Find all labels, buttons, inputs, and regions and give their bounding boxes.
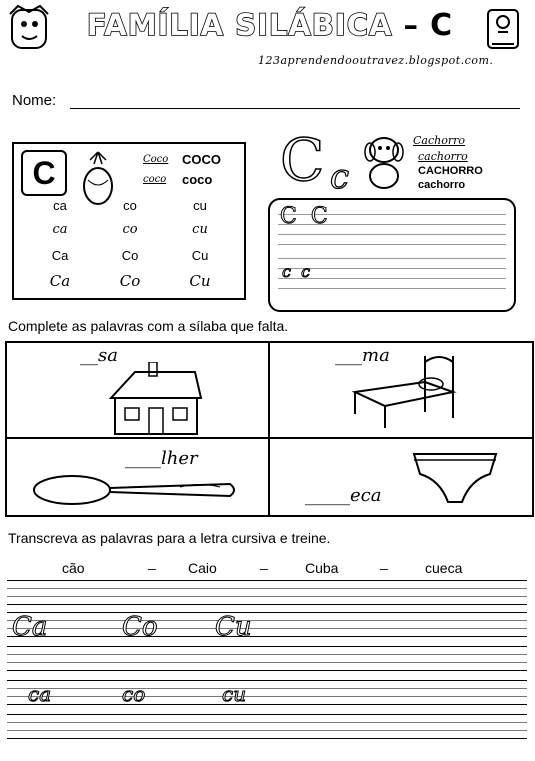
blank: _____ [305, 485, 350, 506]
blank: __ [80, 345, 98, 366]
house-icon [105, 362, 205, 438]
syllable-Cu-4: Cu [189, 272, 211, 290]
cachorro-cursive-lower: cachorro [418, 150, 468, 163]
cartoon-figure-icon [4, 4, 54, 52]
cursive-upper-ca: Ca [12, 612, 48, 642]
cursive-lower-co: co [122, 682, 146, 706]
word-dash-2: – [260, 560, 268, 576]
practice-upper-letters: C C [280, 204, 328, 229]
syllable-Ca-4: Ca [49, 272, 71, 290]
dog-icon [360, 132, 410, 192]
name-input-line[interactable] [70, 108, 520, 109]
blog-url: 123aprendendooutravez.blogspot.com. [258, 54, 494, 67]
school-kid-icon [478, 4, 528, 54]
word-cueca: cueca [425, 560, 463, 576]
syllable-Cu-3: Cu [191, 248, 209, 263]
syllable-Co-4: Co [119, 272, 141, 290]
name-label: Nome: [12, 92, 57, 109]
word-rest: lher [161, 448, 198, 469]
spoon-icon [30, 470, 245, 510]
writing-lines-5[interactable] [7, 714, 527, 744]
word-cao: cão [62, 560, 85, 576]
syllable-Co-3: Co [121, 248, 139, 263]
big-upper-c: C [280, 126, 325, 194]
cachorro-cursive-upper: Cachorro [413, 134, 465, 147]
syllable-ca-1: ca [53, 198, 67, 213]
cursive-lower-ca: ca [28, 682, 52, 706]
coco-caps: COCO [182, 152, 221, 167]
blank: ____ [125, 448, 161, 469]
coco-cursive-upper: Coco [143, 154, 169, 165]
right-header-figure [478, 4, 528, 54]
syllable-ca-2: ca [52, 222, 68, 237]
cursive-upper-cu: Cu [215, 612, 252, 642]
bed-image [345, 352, 460, 437]
cursive-upper-co: Co [122, 612, 158, 642]
exercise1-item-3[interactable] [125, 448, 198, 469]
word-dash-1: – [148, 560, 156, 576]
cachorro-caps: CACHORRO [418, 165, 483, 177]
blank: ___ [335, 345, 362, 366]
coco-cursive-lower: coco [143, 174, 167, 185]
spoon-image [30, 470, 245, 515]
writing-lines-2[interactable] [7, 612, 527, 642]
underwear-icon [410, 450, 500, 506]
puppy-image [360, 132, 410, 197]
exercise1-instruction: Complete as palavras com a sílaba que falta. [8, 318, 289, 334]
practice-lower-letters: c c [282, 262, 311, 281]
word-rest: ma [362, 345, 390, 366]
writing-lines-4[interactable] [7, 680, 527, 710]
big-lower-c: c [330, 157, 350, 197]
page-title: FAMÍLIA SILÁBICA – C [86, 8, 454, 43]
exercise1-item-4[interactable] [305, 485, 381, 506]
word-dash-3: – [380, 560, 388, 576]
syllable-cu-1: cu [193, 198, 207, 213]
cachorro-lower: cachorro [418, 179, 466, 191]
bed-icon [345, 352, 460, 432]
left-header-figure [4, 4, 54, 52]
exercise2-instruction: Transcreva as palavras para a letra cursiva e treine. [8, 530, 331, 546]
word-rest: sa [98, 345, 118, 366]
syllable-cu-2: cu [192, 222, 208, 237]
underwear-image [410, 450, 500, 511]
word-cuba: Cuba [305, 560, 339, 576]
word-rest: eca [350, 485, 382, 506]
cursive-lower-cu: cu [222, 682, 247, 706]
coco-lower: coco [182, 172, 213, 187]
writing-lines-1[interactable] [7, 580, 527, 610]
syllable-co-1: co [123, 198, 137, 213]
syllable-co-2: co [122, 222, 138, 237]
writing-lines-3[interactable] [7, 646, 527, 676]
word-caio: Caio [188, 560, 217, 576]
letter-c-box: C [21, 150, 67, 196]
house-image [105, 362, 205, 443]
syllable-Ca-3: Ca [51, 248, 69, 263]
